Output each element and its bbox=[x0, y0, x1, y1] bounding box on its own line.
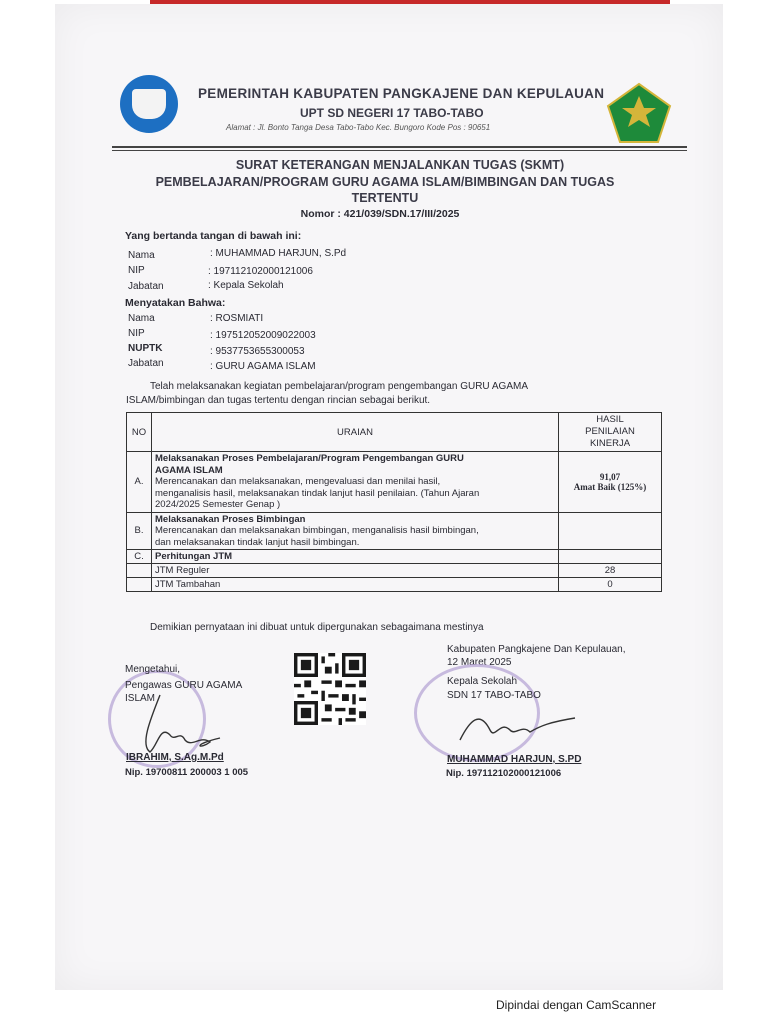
supervisor-name: IBRAHIM, S.Ag.M.Pd bbox=[126, 752, 224, 763]
left-sign-line2: Pengawas GURU AGAMA bbox=[125, 680, 243, 691]
row-c-title: Perhitungan JTM bbox=[152, 550, 559, 564]
row-a-no: A. bbox=[127, 452, 152, 513]
signer-label-nip: NIP bbox=[128, 265, 145, 276]
jtm-reguler-label: JTM Reguler bbox=[152, 564, 559, 578]
right-sign-role: Kepala Sekolah bbox=[447, 676, 518, 687]
doc-title-line2: PEMBELAJARAN/PROGRAM GURU AGAMA ISLAM/BIMBINGAN DAN TUGAS TERTENTU bbox=[155, 175, 615, 205]
header-line2: UPT SD NEGERI 17 TABO-TABO bbox=[300, 106, 484, 120]
signer-value-nama: : MUHAMMAD HARJUN, S.Pd bbox=[210, 248, 347, 259]
intro-line1: Telah melaksanakan kegiatan pembelajaran/program pengembangan GURU AGAMA bbox=[150, 381, 528, 392]
subject-value-nama: : ROSMIATI bbox=[210, 313, 264, 324]
row-c-no: C. bbox=[127, 550, 152, 564]
header-divider bbox=[112, 146, 687, 148]
signer-label-jabatan: Jabatan bbox=[128, 281, 164, 292]
row-b-uraian: Melaksanakan Proses Bimbingan Merencanakan dan melaksanakan bimbingan, menganalisis hasil bimbingan, dan melaksanakan tindak lanjut hasil bimbingan. bbox=[152, 512, 559, 550]
subject-heading: Menyatakan Bahwa: bbox=[125, 297, 226, 309]
right-sign-school: SDN 17 TABO-TABO bbox=[447, 690, 541, 701]
right-sign-date: 12 Maret 2025 bbox=[447, 657, 512, 668]
doc-title-line1: SURAT KETERANGAN MENJALANKAN TUGAS (SKMT) bbox=[235, 158, 565, 172]
table-row bbox=[127, 452, 662, 513]
subject-value-nip: : 197512052009022003 bbox=[210, 330, 316, 341]
camscanner-footer: Dipindai dengan CamScanner bbox=[496, 998, 657, 1012]
subject-label-nip: NIP bbox=[128, 328, 145, 339]
right-sign-place: Kabupaten Pangkajene Dan Kepulauan, bbox=[447, 644, 626, 655]
row-b-no: B. bbox=[127, 512, 152, 550]
table-header-row bbox=[127, 413, 662, 452]
qr-code[interactable] bbox=[293, 653, 367, 725]
left-sign-line1: Mengetahui, bbox=[125, 664, 181, 675]
signer-value-jabatan: : Kepala Sekolah bbox=[208, 280, 284, 291]
supervisor-signature bbox=[130, 690, 230, 760]
col-uraian-header: URAIAN bbox=[152, 413, 559, 452]
jtm-tambahan-label: JTM Tambahan bbox=[152, 578, 559, 592]
tut-wuri-handayani-logo bbox=[120, 75, 178, 133]
left-sign-line3: ISLAM bbox=[125, 693, 156, 704]
header-line1: PEMERINTAH KABUPATEN PANGKAJENE DAN KEPULAUAN bbox=[198, 86, 605, 101]
jtm-tambahan-value: 0 bbox=[559, 578, 662, 592]
row-b-score bbox=[559, 512, 662, 550]
signer-value-nip: : 197112102000121006 bbox=[208, 266, 313, 277]
intro-line2: ISLAM/bimbingan dan tugas tertentu dengan rincian sebagai berikut. bbox=[126, 395, 431, 406]
subject-value-jabatan: : GURU AGAMA ISLAM bbox=[210, 361, 316, 372]
subject-label-nama: Nama bbox=[128, 313, 155, 324]
table-row bbox=[127, 578, 662, 592]
table-row bbox=[127, 550, 662, 564]
header-address: Alamat : Jl. Bonto Tanga Desa Tabo-Tabo Kec. Bungoro Kode Pos : 90651 bbox=[226, 123, 491, 132]
row-c-score bbox=[559, 550, 662, 564]
supervisor-nip: Nip. 19700811 200003 1 005 bbox=[125, 767, 249, 778]
headmaster-nip: Nip. 197112102000121006 bbox=[446, 768, 562, 779]
col-no-header: NO bbox=[127, 413, 152, 452]
kemenag-logo bbox=[606, 82, 672, 144]
doc-number: Nomor : 421/039/SDN.17/III/2025 bbox=[300, 208, 460, 220]
subject-value-nuptk: : 9537753655300053 bbox=[210, 346, 305, 357]
row-a-uraian: Melaksanakan Proses Pembelajaran/Program Pengembangan GURU AGAMA ISLAM Merencanakan dan melaksanakan, mengevaluasi dan menilai hasil, menganalisis hasil, melaksanakan tindak lanjut hasil penilaian. (Tahun Ajaran 2024/2025 Semester Genap ) bbox=[152, 452, 559, 513]
signer-heading: Yang bertanda tangan di bawah ini: bbox=[125, 230, 302, 242]
subject-label-nuptk: NUPTK bbox=[128, 343, 163, 354]
signer-label-nama: Nama bbox=[128, 250, 155, 261]
subject-label-jabatan: Jabatan bbox=[128, 358, 164, 369]
jtm-reguler-value: 28 bbox=[559, 564, 662, 578]
headmaster-name: MUHAMMAD HARJUN, S.PD bbox=[447, 754, 582, 765]
header-divider-thin bbox=[112, 150, 687, 151]
duty-table bbox=[126, 412, 662, 592]
col-hasil-header: HASIL PENILAIAN KINERJA bbox=[559, 413, 662, 452]
table-row bbox=[127, 512, 662, 550]
closing-statement: Demikian pernyataan ini dibuat untuk dipergunakan sebagaimana mestinya bbox=[150, 622, 484, 633]
row-a-score: 91,07 Amat Baik (125%) bbox=[559, 452, 662, 513]
headmaster-signature bbox=[450, 700, 580, 750]
table-row bbox=[127, 564, 662, 578]
